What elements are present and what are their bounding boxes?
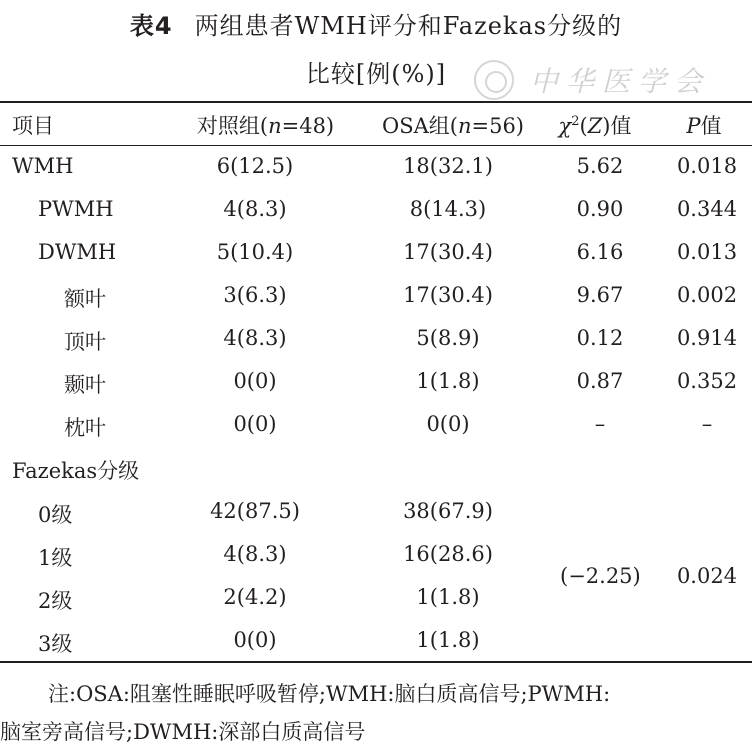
row-chi-value: 5.62 bbox=[576, 154, 624, 178]
row-control-value: 3(6.3) bbox=[223, 283, 287, 307]
row-item-label: 额叶 bbox=[64, 287, 106, 311]
header-osa-group: OSA组(n=56) bbox=[381, 114, 524, 138]
table-footnote bbox=[0, 675, 752, 751]
row-osa-value: 17(30.4) bbox=[403, 283, 493, 307]
row-osa-value: 16(28.6) bbox=[403, 542, 493, 566]
row-osa-value: 1(1.8) bbox=[416, 585, 480, 609]
row-item-label: 3级 bbox=[38, 632, 73, 656]
row-osa-value: 18(32.1) bbox=[403, 154, 493, 178]
row-item-label: 2级 bbox=[38, 589, 73, 613]
row-p-value: 0.344 bbox=[676, 197, 738, 221]
row-item-label: PWMH bbox=[38, 197, 114, 221]
fazekas-p-value: 0.024 bbox=[676, 564, 738, 588]
row-item-label: 0级 bbox=[38, 503, 73, 527]
row-item-label: 颞叶 bbox=[64, 373, 106, 397]
row-item-label: 枕叶 bbox=[64, 416, 106, 440]
row-control-value: 2(4.2) bbox=[223, 585, 287, 609]
row-p-value: 0.352 bbox=[676, 369, 738, 393]
seal-logo-icon bbox=[474, 60, 514, 100]
row-chi-value: 0.12 bbox=[576, 326, 624, 350]
row-chi-value: 6.16 bbox=[576, 240, 624, 264]
header-item: 项目 bbox=[12, 114, 54, 138]
row-chi-value: – bbox=[594, 412, 606, 436]
row-item-label: Fazekas分级 bbox=[12, 459, 140, 483]
row-p-value: 0.914 bbox=[676, 326, 738, 350]
row-control-value: 42(87.5) bbox=[210, 499, 300, 523]
row-osa-value: 5(8.9) bbox=[416, 326, 480, 350]
table-title bbox=[0, 6, 752, 41]
table-title-line2: 比较[例(%)] bbox=[305, 60, 447, 88]
header-chi-square: $\chi^2(Z)$值 bbox=[558, 114, 632, 138]
watermark bbox=[474, 58, 714, 102]
row-p-value: 0.018 bbox=[676, 154, 738, 178]
row-item-label: 顶叶 bbox=[64, 330, 106, 354]
table-top-rule bbox=[0, 101, 752, 103]
row-p-value: – bbox=[701, 412, 713, 436]
row-control-value: 6(12.5) bbox=[216, 154, 294, 178]
row-control-value: 5(10.4) bbox=[216, 240, 294, 264]
row-item-label: DWMH bbox=[38, 240, 117, 264]
row-control-value: 4(8.3) bbox=[223, 197, 287, 221]
row-p-value: 0.002 bbox=[676, 283, 738, 307]
row-osa-value: 1(1.8) bbox=[416, 369, 480, 393]
watermark-text: 中华医学会 bbox=[530, 65, 711, 98]
row-item-label: 1级 bbox=[38, 546, 73, 570]
row-control-value: 0(0) bbox=[233, 628, 277, 652]
row-osa-value: 8(14.3) bbox=[409, 197, 487, 221]
table-bottom-rule bbox=[0, 661, 752, 663]
row-control-value: 4(8.3) bbox=[223, 542, 287, 566]
table-title-line1: 两组患者WMH评分和Fazekas分级的 bbox=[194, 12, 623, 40]
row-osa-value: 38(67.9) bbox=[403, 499, 493, 523]
row-item-label: WMH bbox=[12, 154, 74, 178]
row-osa-value: 17(30.4) bbox=[403, 240, 493, 264]
row-osa-value: 1(1.8) bbox=[416, 628, 480, 652]
row-control-value: 0(0) bbox=[233, 412, 277, 436]
row-p-value: 0.013 bbox=[676, 240, 738, 264]
table-number: 表4 bbox=[129, 12, 173, 40]
header-control-group: 对照组(n=48) bbox=[196, 114, 335, 138]
row-chi-value: 9.67 bbox=[576, 283, 624, 307]
row-control-value: 0(0) bbox=[233, 369, 277, 393]
row-osa-value: 0(0) bbox=[426, 412, 470, 436]
table-header-rule bbox=[0, 145, 752, 146]
footnote-line2: 脑室旁高信号;DWMH:深部白质高信号 bbox=[0, 720, 366, 744]
row-chi-value: 0.87 bbox=[576, 369, 624, 393]
row-control-value: 4(8.3) bbox=[223, 326, 287, 350]
row-chi-value: 0.90 bbox=[576, 197, 624, 221]
header-p-value: P值 bbox=[686, 114, 722, 138]
fazekas-z-value: (−2.25) bbox=[560, 564, 641, 588]
footnote-line1: 注:OSA:阻塞性睡眠呼吸暂停;WMH:脑白质高信号;PWMH: bbox=[48, 682, 611, 706]
